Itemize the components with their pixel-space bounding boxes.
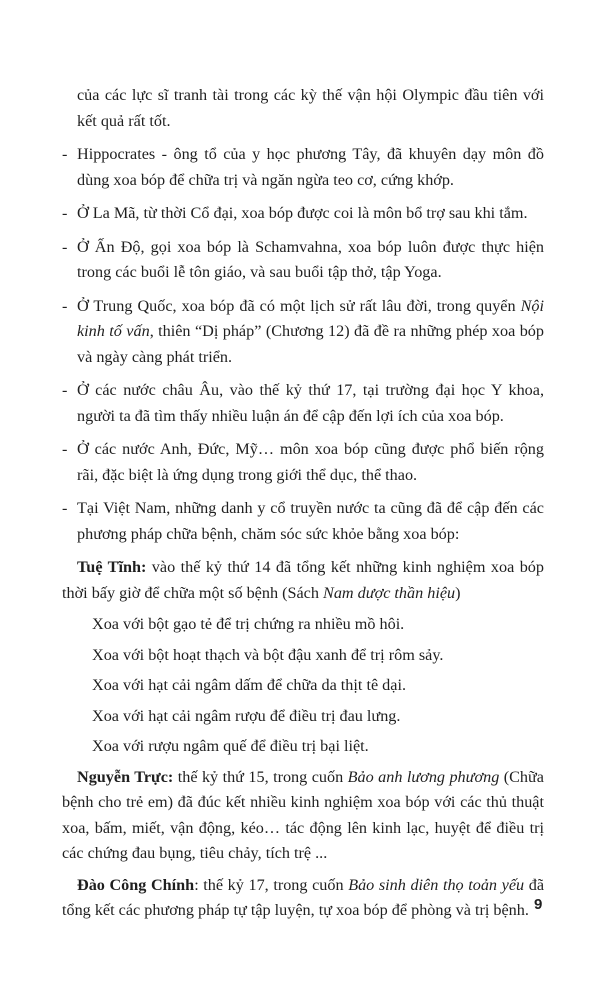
bullet-text: Hippocrates - ông tổ của y học phương Tây, đã khuyên dạy môn đồ dùng xoa bóp để chữa trị và ngăn ngừa teo cơ, cứng khớp. xyxy=(77,145,544,189)
bullet-text: Ở Trung Quốc, xoa bóp đã có một lịch sử rất lâu đời, trong quyển xyxy=(77,296,521,315)
bullet-text: Ở các nước châu Âu, vào thế kỷ thứ 17, tại trường đại học Y khoa, người ta đã tìm thấy nhiều luận án để cập đến lợi ích của xoa bóp. xyxy=(77,381,544,425)
recipe-line: Xoa với bột gạo tẻ để trị chứng ra nhiều mồ hôi. xyxy=(92,615,405,633)
paragraph-text: thế kỷ thứ 15, trong cuốn xyxy=(173,767,348,786)
book-title-italic: Bảo sinh diên thọ toản yếu xyxy=(348,875,525,894)
recipe-line: Xoa với rượu ngâm quế để điều trị bại liệt. xyxy=(92,737,369,755)
bullet-dash: - xyxy=(62,440,68,458)
recipe-line: Xoa với hạt cải ngâm rượu để điều trị đau lưng. xyxy=(92,706,401,725)
author-name-bold: Đào Công Chính xyxy=(77,875,195,894)
bullet-item-europe xyxy=(62,378,544,429)
bullet-item-hippocrates xyxy=(62,142,544,193)
continuation-paragraph: của các lực sĩ tranh tài trong các kỳ thế vận hội Olympic đầu tiên với kết quả rất tốt. xyxy=(77,86,544,130)
page-body xyxy=(62,83,544,930)
bullet-text: Tại Việt Nam, những danh y cổ truyền nước ta cũng đã để cập đến các phương pháp chữa bệnh, chăm sóc sức khỏe bằng xoa bóp: xyxy=(77,499,544,543)
paragraph-text: : thế kỷ 17, trong cuốn xyxy=(194,875,349,894)
recipe-line: Xoa với hạt cải ngâm dấm để chữa da thịt tê dại. xyxy=(92,676,406,694)
paragraph-text: đã tổng kết các phương pháp tự tập luyện, tự xoa bóp để phòng và trị bệnh. xyxy=(62,875,544,919)
bullet-item-rome xyxy=(62,201,544,227)
tue-tinh-paragraph xyxy=(62,555,544,606)
bullet-dash: - xyxy=(62,145,68,163)
paragraph-text: vào thế kỷ thứ 14 đã tổng kết những kinh nghiệm xoa bóp thời bấy giờ để chữa một số bệnh (Sách xyxy=(62,558,544,602)
dao-cong-chinh-paragraph xyxy=(62,873,544,924)
bullet-item-vietnam xyxy=(62,496,544,547)
bullet-item-china xyxy=(62,294,544,371)
bullet-dash: - xyxy=(62,204,68,222)
bullet-dash: - xyxy=(62,296,68,315)
author-name-bold: Tuệ Tĩnh: xyxy=(77,558,147,576)
bullet-text: Ở các nước Anh, Đức, Mỹ… môn xoa bóp cũng được phổ biến rộng rãi, đặc biệt là ứng dụng trong giới thể dục, thể thao. xyxy=(77,440,544,484)
book-title-italic: Nội kinh tố vấn xyxy=(77,296,544,340)
bullet-dash: - xyxy=(62,237,68,256)
bullet-item-uk-germany-usa xyxy=(62,437,544,488)
book-title-italic: Nam dược thần hiệu xyxy=(323,583,456,602)
bullet-dash: - xyxy=(62,499,68,517)
book-title-italic: Bảo anh lương phương xyxy=(347,767,500,786)
bullet-dash: - xyxy=(62,381,68,399)
page-number: 9 xyxy=(534,896,543,913)
paragraph-text: ) xyxy=(455,583,461,602)
nguyen-truc-paragraph xyxy=(62,765,544,867)
recipe-line: Xoa với bột hoạt thạch và bột đậu xanh để trị rôm sảy. xyxy=(92,645,444,664)
bullet-text: Ở Ấn Độ, gọi xoa bóp là Schamvahna, xoa bóp luôn được thực hiện trong các buổi lễ tôn giáo, và sau buổi tập thở, tập Yoga. xyxy=(77,237,544,281)
author-name-bold: Nguyễn Trực: xyxy=(77,767,174,786)
bullet-text: Ở La Mã, từ thời Cổ đại, xoa bóp được coi là môn bổ trợ sau khi tắm. xyxy=(77,204,528,222)
bullet-text: , thiên “Dị pháp” (Chương 12) đã đề ra những phép xoa bóp và ngày càng phát triển. xyxy=(77,322,544,366)
bullet-item-india xyxy=(62,235,544,286)
paragraph-text: (Chữa bệnh cho trẻ em) đã đúc kết nhiều kinh nghiệm xoa bóp với các thủ thuật xoa, bấm, miết, vận động, kéo… tác động lên kinh lạc, huyệt để điều trị các chứng đau bụng, tiêu chảy, tích trệ ... xyxy=(62,767,544,862)
